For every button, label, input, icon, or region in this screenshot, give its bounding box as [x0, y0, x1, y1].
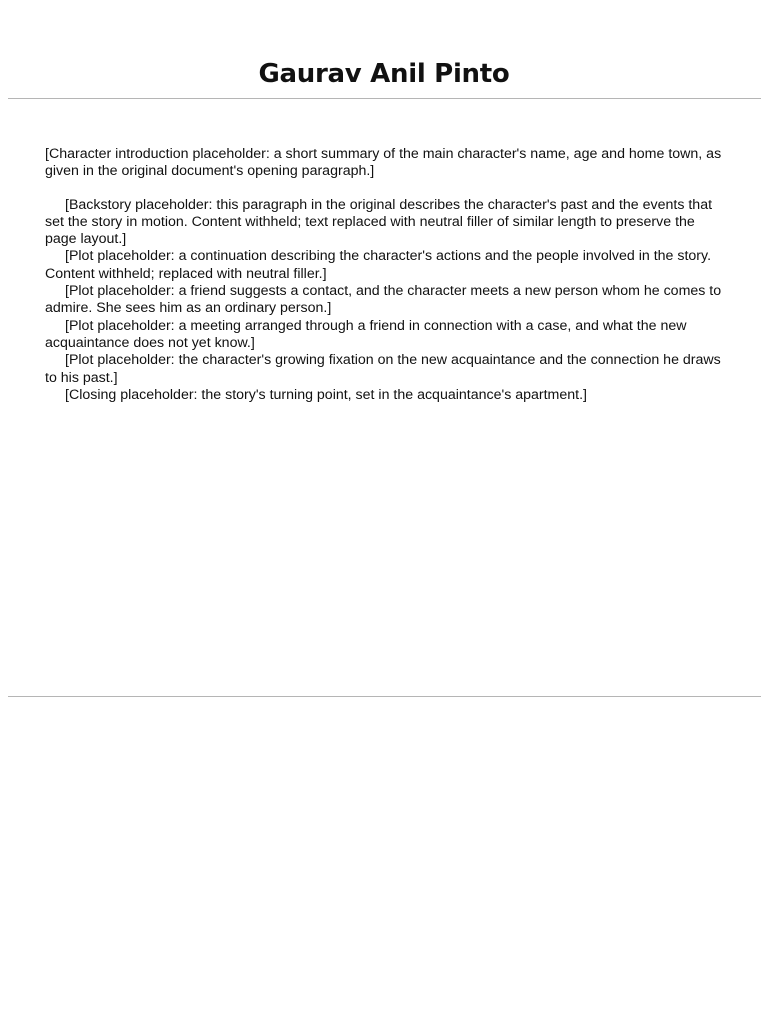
body-paragraph: [Plot placeholder: a continuation describing the character's actions and the people involved in the story. Content withheld; replaced with neutral filler.]	[45, 248, 712, 282]
intro-paragraph: [Character introduction placeholder: a short summary of the main character's name, age and home town, as given in the original document's opening paragraph.]	[45, 146, 722, 180]
document-body	[45, 146, 725, 404]
body-paragraph: [Plot placeholder: a friend suggests a contact, and the character meets a new person whom he comes to admire. She sees him as an ordinary person.]	[45, 283, 722, 317]
top-divider	[8, 98, 761, 99]
body-paragraph: [Plot placeholder: a meeting arranged through a friend in connection with a case, and what the new acquaintance does not yet know.]	[45, 317, 687, 351]
body-paragraph: [Closing placeholder: the story's turning point, set in the acquaintance's apartment.]	[65, 386, 587, 403]
bottom-divider	[8, 696, 761, 697]
body-paragraph: [Backstory placeholder: this paragraph in the original describes the character's past and the events that set the story in motion. Content withheld; text replaced with neutral filler of similar length to preserve the page layout.]	[45, 196, 713, 248]
page-title: Gaurav Anil Pinto	[258, 59, 510, 90]
body-paragraph: [Plot placeholder: the character's growing fixation on the new acquaintance and the connection he draws to his past.]	[45, 352, 721, 386]
